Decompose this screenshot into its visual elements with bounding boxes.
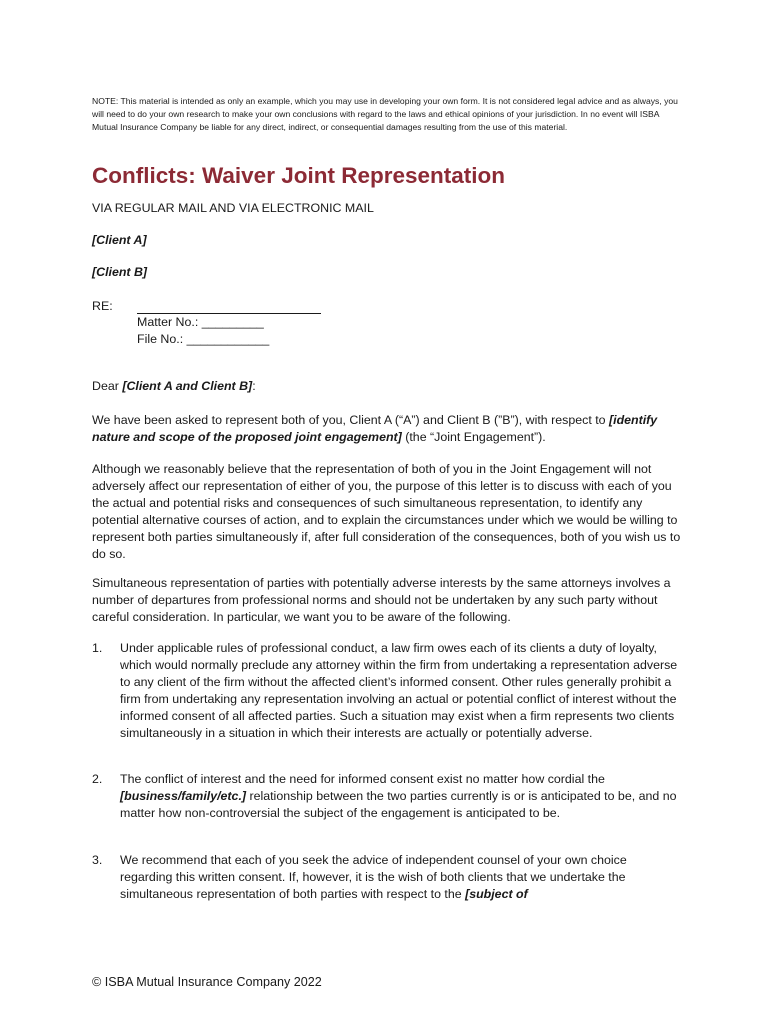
list-number: 2.: [92, 772, 103, 786]
delivery-method: VIA REGULAR MAIL AND VIA ELECTRONIC MAIL: [92, 201, 374, 215]
salutation-name: [Client A and Client B]: [122, 379, 253, 393]
subject-placeholder: [subject of: [465, 887, 528, 901]
salutation-prefix: Dear: [92, 379, 123, 393]
client-a-placeholder: [Client A]: [92, 233, 147, 247]
paragraph-engagement: [92, 412, 684, 446]
relationship-placeholder: [business/family/etc.]: [120, 789, 247, 803]
disclaimer-note: NOTE: This material is intended as only an example, which you may use in developing your own form. It is not considered legal advice and as always, you will need to do your own research to make your own conclusions with regard to the laws and ethical opinions of your jurisdiction. In no event will ISBA Mutual Insurance Company be liable for any direct, indirect, or consequential damages resulting from the use of this material.: [92, 96, 678, 132]
list-text-end: relationship between the two parties currently is or is anticipated to be, and no matter how non-controversial the subject of the engagement is anticipated to be.: [120, 789, 677, 820]
list-text: Under applicable rules of professional conduct, a law firm owes each of its clients a duty of loyalty, which would normally preclude any attorney within the firm from undertaking a representation adverse to any client of the firm without the affected client’s informed consent. Other rules generally prohibit a firm from undertaking any representation involving an actual or potential conflict of interest without the informed consent of all affected parties. Such a situation may exist when a firm represents two clients simultaneously in a situation in which their interests are actually or potentially adverse.: [120, 641, 678, 740]
copyright-footer: © ISBA Mutual Insurance Company 2022: [92, 975, 322, 989]
client-b-placeholder: [Client B]: [92, 265, 148, 279]
list-text: [120, 852, 680, 903]
paragraph-engagement-end: (the “Joint Engagement”).: [401, 430, 546, 444]
paragraph-purpose: Although we reasonably believe that the representation of both of you in the Joint Engagement will not adversely affect our representation of either of you, the purpose of this letter is to discuss with each of you the actual and potential risks and consequences of such simultaneous representation, to identify any potential alternative courses of action, and to explain the circumstances under which we would be willing to represent both parties simultaneously if, after full consideration of the consequences, both of you wish us to do so.: [92, 462, 681, 561]
file-number: File No.: ____________: [137, 332, 270, 346]
list-text: [120, 771, 680, 822]
matter-number: Matter No.: _________: [137, 315, 264, 329]
list-text-start: We recommend that each of you seek the advice of independent counsel of your own choice regarding this written consent. If, however, it is the wish of both clients that we undertake the simultaneous representation of both parties with respect to the: [120, 853, 627, 901]
paragraph-considerations: Simultaneous representation of parties with potentially adverse interests by the same attorneys involves a number of departures from professional norms and should not be undertaken by any such party without careful consideration. In particular, we want you to be aware of the following.: [92, 576, 671, 624]
salutation: [92, 378, 684, 395]
engagement-scope-placeholder: [identify nature and scope of the proposed joint engagement]: [92, 413, 658, 444]
salutation-suffix: :: [252, 379, 256, 393]
list-text-start: The conflict of interest and the need for informed consent exist no matter how cordial the: [120, 772, 605, 786]
list-number: 1.: [92, 641, 103, 655]
list-number: 3.: [92, 853, 103, 867]
paragraph-engagement-text: We have been asked to represent both of you, Client A (“A”) and Client B (”B”), with respect to: [92, 413, 609, 427]
document-title: Conflicts: Waiver Joint Representation: [92, 163, 505, 188]
re-label: RE:: [92, 299, 113, 313]
